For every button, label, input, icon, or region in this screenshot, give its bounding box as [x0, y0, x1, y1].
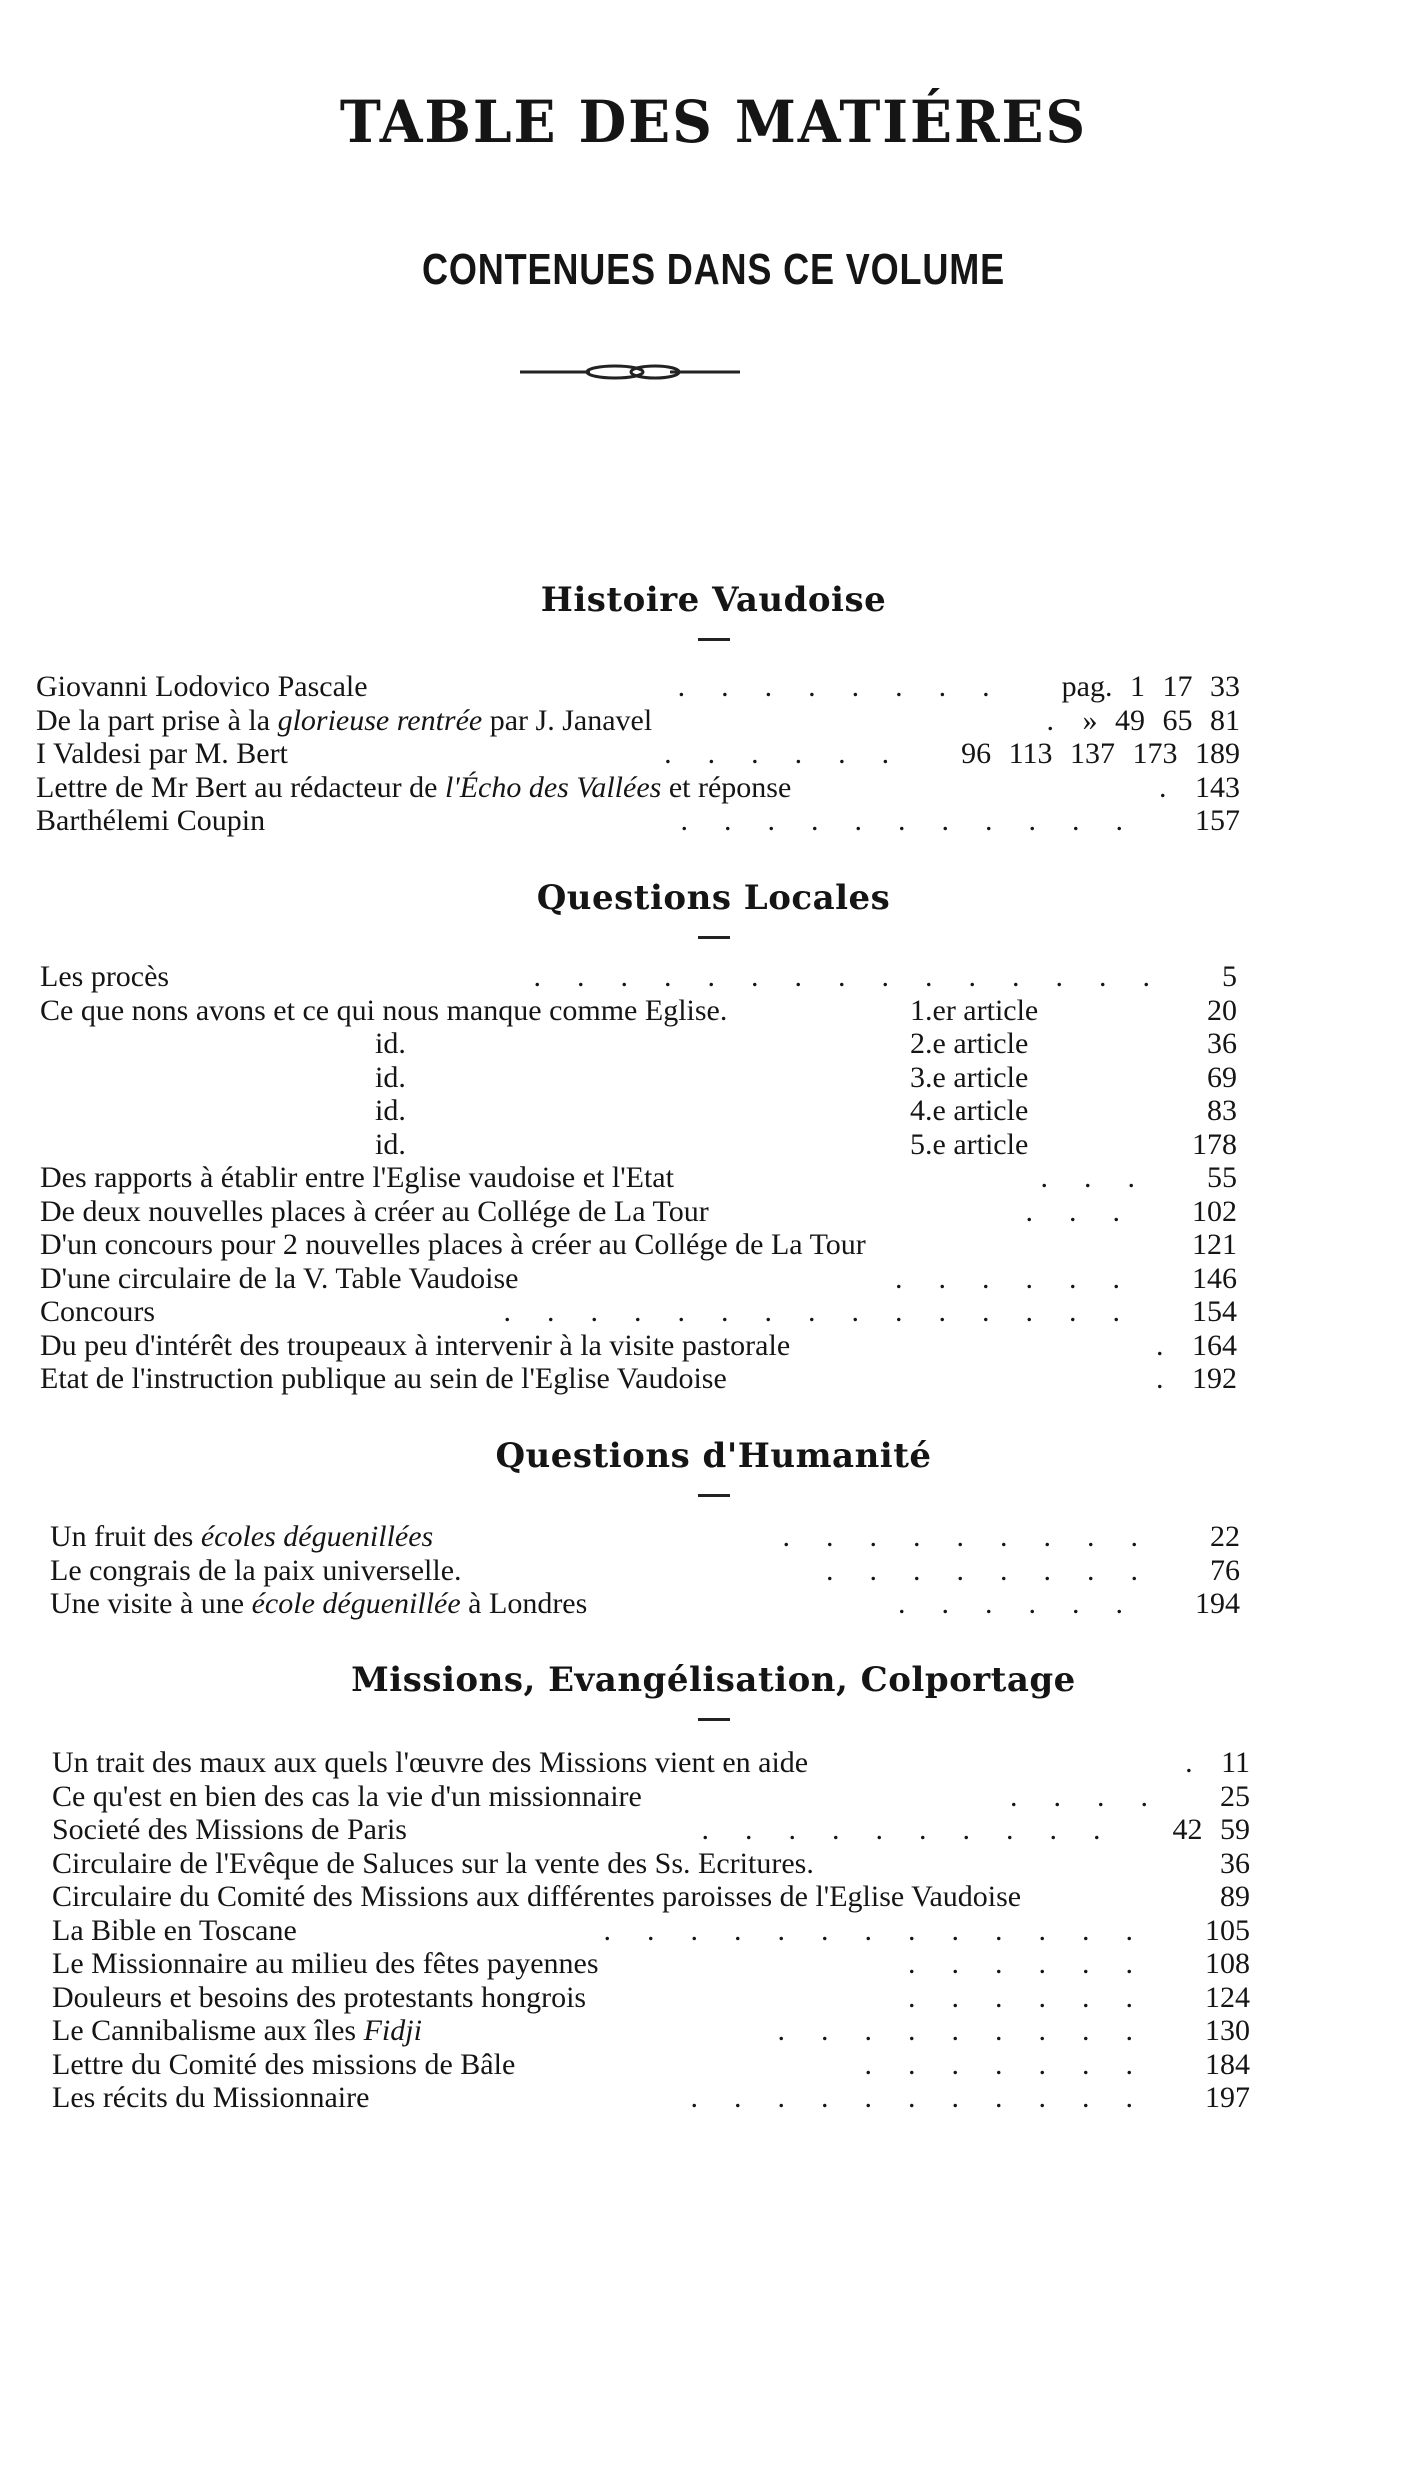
entry-title-part: Une visite à une	[50, 1587, 252, 1620]
entry-pages: 130	[1205, 2014, 1250, 2047]
entry-title-part: et réponse	[661, 770, 792, 804]
entry-leader-dots: ......	[908, 1980, 1169, 2014]
entry-pages: 69	[1207, 1060, 1237, 1094]
entry-leader-dots: ...	[1025, 1194, 1156, 1228]
entry-title-italic: glorieuse rentrée	[277, 703, 483, 737]
entry-article: 1.er article	[910, 993, 1039, 1027]
entry-pages: 96 113 137 173 189	[961, 737, 1240, 770]
toc-entry	[40, 1161, 1237, 1195]
entry-pages: 20	[1207, 993, 1237, 1027]
entry-pages: 42 59	[1172, 1813, 1250, 1846]
toc-entry	[36, 670, 1240, 704]
entry-pages: 36	[1220, 1846, 1250, 1880]
entry-leader-dots: ........	[826, 1553, 1174, 1587]
toc-entry	[36, 737, 1240, 771]
section	[0, 1436, 1427, 1497]
entry-title: Giovanni Lodovico Pascale	[36, 670, 368, 703]
entry-pages: 102	[1192, 1194, 1237, 1228]
entry-leader-dots: ........	[677, 670, 1026, 703]
entry-title: id.	[375, 1060, 406, 1094]
section-divider	[698, 638, 730, 641]
entry-pages: 194	[1195, 1587, 1240, 1620]
entry-title	[50, 1520, 433, 1554]
entry-leader-dots: ..........	[701, 1813, 1137, 1846]
entry-title: Douleurs et besoins des protestants hongrois	[52, 1980, 587, 2014]
entry-pages: 184	[1205, 2047, 1250, 2081]
toc-entry	[52, 1947, 1250, 1981]
entry-title-italic: l'Écho des Vallées	[444, 770, 662, 804]
entry-pages: 25	[1220, 1779, 1250, 1813]
toc-entry	[40, 1262, 1237, 1296]
entry-title-part: à Londres	[460, 1587, 588, 1620]
toc-entry	[52, 1880, 1250, 1914]
section-divider	[698, 1718, 730, 1721]
toc-entry	[52, 1780, 1250, 1814]
section-heading: Missions, Evangélisation, Colportage	[351, 1660, 1076, 1700]
entry-title	[50, 1587, 587, 1621]
toc-entry	[40, 1329, 1237, 1363]
entry-title-part: Lettre de Mr Bert au rédacteur de	[36, 770, 445, 804]
entry-title-part: Un fruit des	[50, 1520, 201, 1553]
entry-title: Ce qu'est en bien des cas la vie d'un missionnaire	[52, 1779, 642, 1813]
entry-pages: 154	[1192, 1295, 1237, 1328]
entry-leader-dots: .............	[603, 1913, 1169, 1947]
entry-pages: 178	[1192, 1127, 1237, 1161]
section	[0, 1660, 1427, 1721]
toc-entry	[36, 771, 1240, 805]
entry-pages: » 49 65 81	[1082, 703, 1240, 737]
entry-title: Etat de l'instruction publique au sein de l'Eglise Vaudoise	[40, 1362, 727, 1395]
entry-title-italic: Fidji	[363, 2014, 422, 2047]
page-subtitle: CONTENUES DANS CE VOLUME	[422, 245, 1005, 294]
toc-entry	[52, 1813, 1250, 1847]
entry-article: 2.e article	[910, 1027, 1029, 1060]
entry-title: Circulaire de l'Evêque de Saluces sur la vente des Ss. Ecritures.	[52, 1846, 814, 1880]
entry-leader-dots: ....	[1010, 1779, 1184, 1813]
entry-leader-dots: ......	[895, 1261, 1156, 1295]
entry-leader-dots: .........	[782, 1520, 1174, 1553]
toc-entry	[36, 804, 1240, 838]
entry-pages: pag. 1 17 33	[1061, 670, 1240, 703]
entry-title-part: De la part prise à la	[36, 703, 278, 737]
entry-leader-dots: .........	[777, 2014, 1169, 2047]
entry-title	[36, 704, 652, 738]
entry-leader-dots: ......	[664, 737, 926, 770]
entry-title: D'un concours pour 2 nouvelles places à créer au Collége de La Tour	[40, 1228, 866, 1261]
toc-entry	[40, 1094, 1237, 1128]
toc-entry	[40, 994, 1237, 1028]
entry-title: Du peu d'intérêt des troupeaux à intervenir à la visite pastorale	[40, 1328, 791, 1362]
entry-title: D'une circulaire de la V. Table Vaudoise	[40, 1261, 519, 1295]
entry-title: Barthélemi Coupin	[36, 804, 266, 837]
toc-entry	[52, 2014, 1250, 2048]
toc-entry	[40, 960, 1237, 994]
entry-title: Les procès	[40, 960, 170, 993]
entry-pages: 192	[1192, 1362, 1237, 1395]
toc-entry	[40, 1061, 1237, 1095]
entry-title: Les récits du Missionnaire	[52, 2081, 370, 2114]
entry-title-part: Le Cannibalisme aux îles	[52, 2014, 364, 2047]
entry-title: Circulaire du Comité des Missions aux différentes paroisses de l'Eglise Vaudoise	[52, 1880, 1022, 1913]
entry-leader-dots: ...........	[690, 2081, 1169, 2114]
entry-pages: 157	[1195, 804, 1240, 837]
toc-entry	[52, 2081, 1250, 2115]
entry-leader-dots: ......	[908, 1947, 1169, 1980]
toc-entry	[52, 1746, 1250, 1780]
entry-pages: 121	[1192, 1228, 1237, 1261]
entry-title-italic: école déguenillée	[251, 1587, 461, 1620]
entry-article: 5.e article	[910, 1127, 1029, 1161]
entry-title: Un trait des maux aux quels l'œuvre des Missions vient en aide	[52, 1746, 809, 1779]
section-heading: Questions Locales	[536, 878, 891, 918]
entry-pages: 36	[1207, 1027, 1237, 1060]
toc-entry	[52, 1847, 1250, 1881]
entry-pages: 5	[1222, 960, 1237, 993]
entry-pages: 124	[1205, 1980, 1250, 2014]
entry-title	[52, 2014, 422, 2048]
toc-entry	[50, 1520, 1240, 1554]
entry-title: id.	[375, 1094, 406, 1127]
entry-title: Le Missionnaire au milieu des fêtes payennes	[52, 1947, 599, 1980]
entry-leader-dots: ......	[898, 1587, 1159, 1620]
entry-pages: 11	[1221, 1746, 1250, 1779]
toc-entry	[40, 1027, 1237, 1061]
entry-title: id.	[375, 1127, 406, 1161]
entry-pages: 55	[1207, 1161, 1237, 1194]
entry-pages: 143	[1195, 770, 1240, 804]
entry-title: Concours	[40, 1295, 155, 1328]
entry-leader-dots: .......	[864, 2047, 1169, 2081]
section	[0, 580, 1427, 641]
entry-title: La Bible en Toscane	[52, 1913, 297, 1947]
entry-title: I Valdesi par M. Bert	[36, 737, 288, 770]
entry-pages: 108	[1205, 1947, 1250, 1980]
section	[0, 878, 1427, 939]
page-title: TABLE DES MATIÉRES	[339, 88, 1088, 156]
section-heading: Histoire Vaudoise	[540, 580, 887, 620]
entry-title: Des rapports à établir entre l'Eglise vaudoise et l'Etat	[40, 1161, 674, 1194]
entry-leader-dots: ...........	[680, 804, 1159, 837]
entry-pages: 105	[1205, 1913, 1250, 1947]
toc-entry	[40, 1128, 1237, 1162]
entry-pages: 76	[1210, 1553, 1240, 1587]
entry-title-part: par J. Janavel	[482, 703, 653, 737]
entry-leader-dots: ...............	[503, 1295, 1156, 1328]
entry-title: Ce que nons avons et ce qui nous manque comme Eglise.	[40, 993, 728, 1027]
toc-entry	[36, 704, 1240, 738]
entry-leader-dots: ...	[1040, 1161, 1171, 1194]
entry-leader-dots: ...............	[533, 960, 1186, 993]
toc-entry	[52, 1914, 1250, 1948]
entry-article: 3.e article	[910, 1060, 1029, 1094]
entry-pages: 197	[1205, 2081, 1250, 2114]
entry-title	[36, 771, 791, 805]
toc-entry	[40, 1195, 1237, 1229]
entry-pages: 89	[1220, 1880, 1250, 1913]
entry-title: Societé des Missions de Paris	[52, 1813, 407, 1846]
toc-entry	[50, 1587, 1240, 1621]
toc-entry	[40, 1295, 1237, 1329]
entry-pages: 164	[1192, 1328, 1237, 1362]
ornament-divider-icon	[520, 360, 740, 384]
toc-entry	[52, 2048, 1250, 2082]
entry-pages: 83	[1207, 1094, 1237, 1127]
entry-pages: 146	[1192, 1261, 1237, 1295]
section-divider	[698, 1494, 730, 1497]
section-divider	[698, 936, 730, 939]
toc-entry	[40, 1362, 1237, 1396]
entry-pages: 22	[1210, 1520, 1240, 1553]
section-heading: Questions d'Humanité	[495, 1436, 932, 1476]
toc-entry	[52, 1981, 1250, 2015]
toc-entry	[50, 1554, 1240, 1588]
entry-title: Le congrais de la paix universelle.	[50, 1553, 462, 1587]
entry-title: id.	[375, 1027, 406, 1060]
entry-title-italic: écoles déguenillées	[200, 1520, 434, 1553]
toc-entry	[40, 1228, 1237, 1262]
entry-title: Lettre du Comité des missions de Bâle	[52, 2047, 516, 2081]
entry-article: 4.e article	[910, 1094, 1029, 1127]
entry-title: De deux nouvelles places à créer au Collége de La Tour	[40, 1194, 709, 1228]
